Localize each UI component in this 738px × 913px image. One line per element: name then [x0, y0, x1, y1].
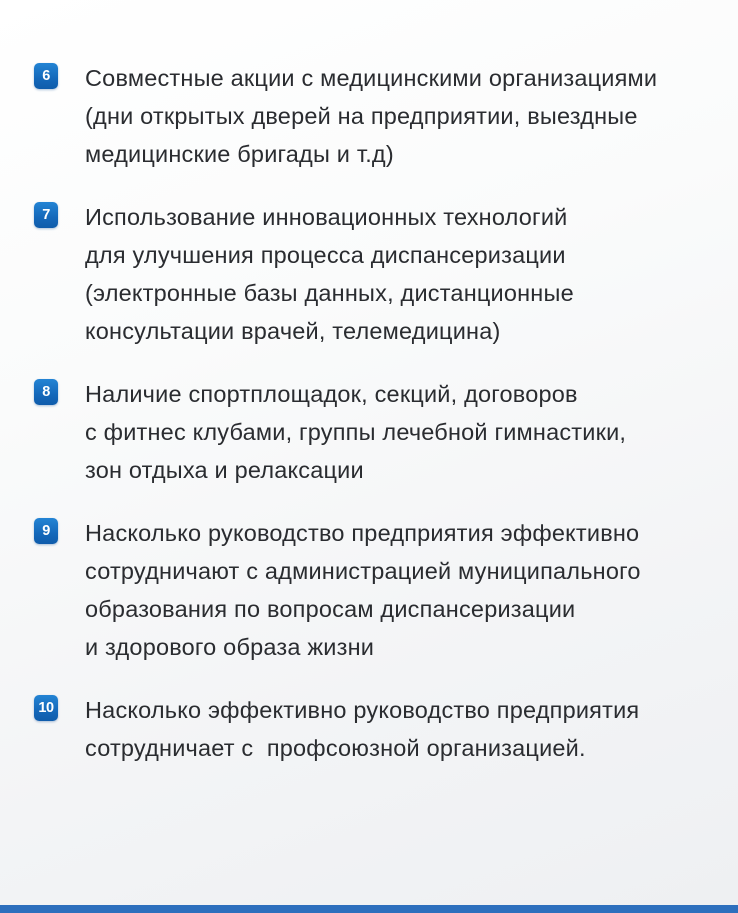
item-text-line: медицинские бригады и т.д) [85, 141, 394, 167]
item-text-line: (дни открытых дверей на предприятии, выездные [85, 103, 638, 129]
item-text-line: консультации врачей, телемедицина) [85, 318, 501, 344]
list-item [34, 691, 710, 767]
item-text [85, 691, 639, 767]
list-item [34, 59, 710, 173]
item-text [85, 59, 657, 173]
carousel-progress-bar [0, 905, 738, 913]
item-text [85, 375, 626, 489]
item-text-line: Наличие спортплощадок, секций, договоров [85, 381, 578, 407]
item-number-badge: 9 [34, 518, 58, 544]
item-text-line: для улучшения процесса диспансеризации [85, 242, 566, 268]
item-text-line: сотрудничают с администрацией муниципального [85, 558, 641, 584]
item-text-line: и здорового образа жизни [85, 634, 375, 660]
item-text-line: (электронные базы данных, дистанционные [85, 280, 574, 306]
item-text-line: Использование инновационных технологий [85, 204, 568, 230]
item-text [85, 198, 574, 350]
item-text [85, 514, 641, 666]
item-number-badge: 6 [34, 63, 58, 89]
item-number-badge: 8 [34, 379, 58, 405]
item-number-badge: 10 [34, 695, 58, 721]
item-text-line: зон отдыха и релаксации [85, 457, 364, 483]
numbered-list [34, 59, 710, 792]
list-item [34, 375, 710, 489]
item-text-line: образования по вопросам диспансеризации [85, 596, 576, 622]
item-text-line: сотрудничает с профсоюзной организацией. [85, 735, 586, 761]
item-text-line: Совместные акции с медицинскими организациями [85, 65, 658, 91]
item-text-line: Насколько эффективно руководство предприятия [85, 697, 640, 723]
list-item [34, 198, 710, 350]
item-text-line: Насколько руководство предприятия эффективно [85, 520, 640, 546]
item-number-badge: 7 [34, 202, 58, 228]
list-item [34, 514, 710, 666]
item-text-line: с фитнес клубами, группы лечебной гимнастики, [85, 419, 627, 445]
